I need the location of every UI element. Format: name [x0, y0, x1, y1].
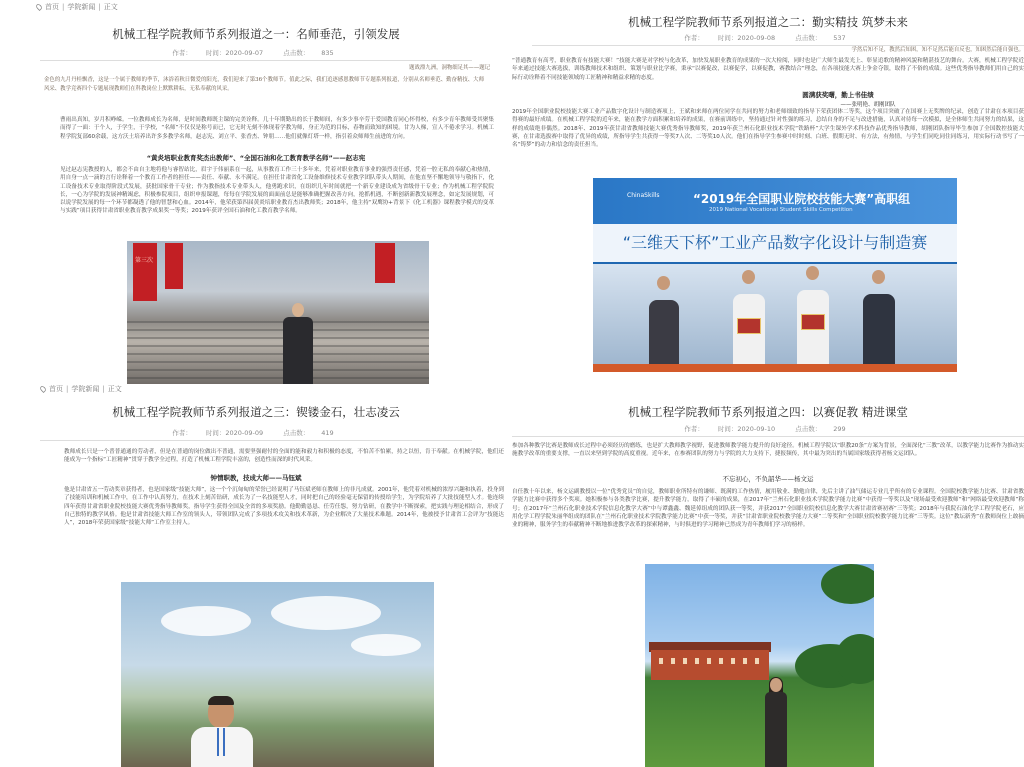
- body-paragraph: 他是甘肃省五一劳动奖章获得者，也是国家级“技能大师”，这一个个沉甸甸的荣誉已经说明了马钰斌老师在教师上的非凡成就。2001年，他凭着对机械的浓厚兴趣和执着，投身到了技能培训和机械工作中，在工作中认真努力，在技术上刻苦钻研，成长为了一名技能型人才，同时把自己的经验毫无保留的传授给学生，为学院培养了大批技能型人才。他连续四年获得甘肃省职业院校技能大赛优秀指导教师奖，指导学生获得全国及全省的多项奖励。他勤勤恳恳、任劳任怨，努力钻研，在教学中不断探索，把实践与理论相结合，形成了自己独特的教学风格。他是甘肃省技能大师工作室的领头人，带领团队完成了多项技术攻关和技术革新，为企业解决了大量技术难题。2014年，他被授予甘肃省工会评为“技能达人”，2018年荣获国家级“技能大师”工作室主持人。: [64, 487, 504, 527]
- body-paragraph: 2019年全国职业院校技能大赛工业产品数字化设计与制造赛项上，王斌和来师在两位同学在共同的努力和老师细致的指导下荣获团体二等奖，这个项目突破了在国赛上无奖牌的纪录，创造了甘肃在本项目获得赛的最好成绩。在机械工程学院的近年来，能在教学方面积累和培养的成果，在赛前训练中，坚持通过针对性强的练习，总结自身的不足与改进措施，认真对待每一次模拟，是全体师生共同努力的结果，这样的成绩绝非偶然。2018年、2019年获甘肃省教师技能大赛优秀指导教师奖，2019年获兰州石化职业技术学院“铁路杯”大学生课外学术科技作品优秀指导教师，胡刚团队指导毕生参加了全国数控技能大赛，在甘肃选拔赛中取得了优异的成绩，所指导学生共获得一等奖7人次、二等奖10人次。他们在指导学生参赛中时时刻、白班、假期无时、有方法，有热情，与学生们同吃同住同练习，用实际行动书写了一名“铸梦”的动力和信念的责任担当。: [512, 109, 1024, 149]
- breadcrumb-home[interactable]: 首页: [45, 3, 59, 11]
- epigraph: 题战漂九洲，洞物细足其——题记: [409, 65, 490, 71]
- body-paragraph: 自任教十年以来，杨文运副教授以一位“优秀党员”的自觉，教师职业所特有的谦师、既满的工作热情，履用敬业、勤勉自律，先后主讲了油气储运专业几乎所有的专业课程。全国院校教学能力比赛、甘肃省教学能力比赛中获得多个奖项。她积极参与各类教学比赛，提升教学能力，取得了丰硕的成果，在2017年“兰州石化职业技术学院教学能力比赛”中获得一等奖以及“现场最受欢迎教师”和“网络最受欢迎教师”称号；在2017年“兰州石化职业技术学院信息化教学大赛”中与谭鑫鑫、魏延倬组成的团队获一等奖，并获2017“全国职业院校信息化教学大赛甘肃省赛初赛”三等奖；2018年与我院石油化学工程学院老石，应用化学工程学院朱丽华组成的团队在“兰州石化职业技术学院教学能力比赛”中获一等奖，并获“甘肃省职业院校教学能力大赛”二等奖和“全国职业院校教学能力比赛”三等奖。这位“教坛新秀”在教师岗位上敢摘业的精神，服务学生的奉献精神不断地推进教学改革的探索精神，与时俱进的学习精神已然成为青年教师们学习的榜样。: [512, 489, 1024, 529]
- article-photo-award: [593, 178, 957, 372]
- section-subhead: “黄炎培职业教育奖杰出教师”、“全国石油和化工教育教学名师”——赵志宪: [146, 154, 366, 162]
- author-label: 作者：: [172, 49, 192, 57]
- location-pin-icon: [35, 3, 43, 11]
- red-banner: [375, 243, 395, 283]
- publish-time: 时间：2020-09-10: [717, 425, 776, 433]
- divider: [40, 440, 472, 441]
- article-title: 机械工程学院教师节系列报道之四：以赛促教 精进课堂: [628, 405, 908, 419]
- award-person: [797, 290, 829, 372]
- award-person: [863, 294, 895, 372]
- location-pin-icon: [39, 385, 47, 393]
- photo-event-name: “三维天下杯”工业产品数字化设计与制造赛: [622, 233, 928, 252]
- body-paragraph: 见过赵志宪教授的人，都会不由自主地将他与睿智站比，眉宇于伟丽系在一起，从事教育工作三十多年来，凭着对职业教育事业的强烈责任感，凭着一腔无私的奉献心和热情，用自身一点一滴的言行诠释着一个教育工作者的担任——责任、奉献、永不满足。在担任甘肃省化工设备维修技术专业教学团队带头人期间，在他直坚不懈地领导与敬指下，化工设备技术专业取得阶段式发展，获批国家骨干专业；作为教指技术专业带头人，他勇跑求识，在组织几年时间就把一个新专业建设成为省级骨干专业；作为机械工程学院院长，一心为学院的发展神精竭虑，积极参院项目，组织申报课题，每每在学院发展的面面前总是能够准确把握改善方向，抢抓机遇，不断创新新教发展理念，如定发展规划，可以说学院发展的每一个环节都凝透了他的智慧和心血。2014年，他荣获第四届黄炎培职业教育杰出教师奖；2018年，他主持“双鹰协+背景下《化工机器》课程教学模式的变革与实践”项目获得甘肃省职业教育教学成果奖一等奖；2019年获评全国石油和化工教育教学名师。: [60, 167, 494, 215]
- teacher-figure: [765, 678, 787, 767]
- teacher-figure: [281, 303, 315, 384]
- article-title: 机械工程学院教师节系列报道之一：名师垂范，引领发展: [112, 27, 400, 41]
- section-subhead: 圆满获奖曙，勤上书佳绩: [802, 91, 874, 99]
- article-meta: [512, 424, 1024, 433]
- views-count: 419: [321, 429, 334, 437]
- article-photo-campus: [645, 564, 874, 767]
- section-subhead-author: ——张明艳、胡刚团队: [840, 102, 896, 108]
- breadcrumb-section[interactable]: 学院新闻: [71, 385, 100, 393]
- article-panel-4: [512, 384, 1024, 767]
- views-label: 点击数：: [795, 34, 822, 42]
- intro-paragraph: “普通教育有高考，职业教育有技能大赛！”技能大赛是对学校与化改革，加快发展职业教育的成果的一次大检阅，同时也是广大师生最发光上、彰显追歌的精神风貌和精湛技艺的舞台。大赛，机械工程学院近年来通过技能大赛选拔，训练教师技术和组织、策划与职业比学赛，秉承“以赛促改，以赛促学，以赛促教，赛教结合”理念，在各项技能大赛上争金夺银，取得了不俗的成绩。这些优秀指导教师们用自己的实际行动诠释着不同技能领域的工匠精神和精益求精的态度。: [512, 58, 1024, 81]
- red-banner: [165, 243, 183, 289]
- intro-paragraph: 参加各种教学比赛是教师成长过程中必须经历的磨练，也是扩大教师教学视野，促进教师教学能力提升的良好途径。机械工程学院以“职教20条”方案为背景，全面深化“三教”改革，以教学能力比赛作为推动实施教学改革的重要支撑，一直以来坚到学院的高度重视。近年来，在参赛团队的努力与学院的大力支持下，捷报频传，其中最为突出的当属国家级获得者杨文运团队。: [512, 443, 1024, 458]
- article-panel-3: [0, 384, 512, 767]
- article-meta: [512, 33, 1024, 42]
- section-subhead: 不忘初心，不负韶华——杨文运: [722, 475, 814, 483]
- poem-text: 学然后知不足，教然后知困，知不足然后能自反也，知困然后能自强也。: [851, 47, 1024, 53]
- section-subhead: 钟情职教，技成大师——马钰斌: [210, 474, 302, 482]
- campus-building: [651, 650, 769, 680]
- award-person: [649, 300, 679, 372]
- breadcrumb-current: 正文: [107, 385, 122, 393]
- author-label: 作者：: [684, 425, 704, 433]
- divider: [512, 436, 1024, 437]
- publish-time: 时间：2020-09-09: [205, 429, 264, 437]
- publish-time: 时间：2020-09-07: [205, 49, 264, 57]
- article-meta: [0, 428, 512, 437]
- breadcrumb-current: 正文: [103, 3, 118, 11]
- publish-time: 时间：2020-09-08: [717, 34, 776, 42]
- article-panel-1: [0, 0, 512, 384]
- banner-text: 第三次: [135, 257, 154, 264]
- views-label: 点击数：: [283, 49, 310, 57]
- photo-banner-subtitle: 2019 National Vocational Student Skills Competition: [709, 207, 853, 213]
- article-meta: [0, 48, 512, 57]
- author-label: 作者：: [684, 34, 704, 42]
- intro-paragraph: 曹雨出真知，岁月积峥嵘。一位教师成长为名师，是时间教师既主课的完美诠释。几十年期勤出的长于教师间，有多少事辛劳于爱国教育同心怀得校，有多少育年教师受其聚集而得了一面：于个人，于学生，于学校，“名师”不仅仅是称号而已，它无时无刻不体现着学教为师，身正为范的目标，春物而致知的困境。甘为人梯，宣人不倦求学习。机械工程学院复部60余载，这方沃土培养出许多多教学名师，赵志宪、刘立平、张香杰、钟朋……他们就像灯塔一样，指引着众师师生前进的方向。: [60, 117, 494, 140]
- article-title: 机械工程学院教师节系列报道之二：勤实精技 筑梦未来: [628, 15, 908, 29]
- breadcrumb: 首页 | 学院新闻 | 正文: [40, 384, 122, 394]
- views-label: 点击数：: [795, 425, 822, 433]
- article-title: 机械工程学院教师节系列报道之三：锲镂金石，壮志凌云: [112, 405, 400, 419]
- competition-logo: ChinaSkills: [627, 192, 660, 199]
- article-photo-portrait: [121, 582, 434, 767]
- views-count: 299: [833, 425, 846, 433]
- views-label: 点击数：: [283, 429, 310, 437]
- views-count: 537: [833, 34, 846, 42]
- article-panel-2: [512, 0, 1024, 384]
- breadcrumb-home[interactable]: 首页: [49, 385, 63, 393]
- intro-paragraph: 教师成长只是一个普普通通的劳动者，但是在普通的岗位做出不普通，需要坚强耐付的全面的能和毅力和积极的态度，不怕苦不怕累，持之以恒，肯于奉献。在机械学院，他们还能成为一个指标“工匠精神”贯穿于教学全过程，打造了机械工程学院丰富的，创造性而深的时代风采。: [64, 449, 504, 464]
- divider: [40, 60, 472, 61]
- article-photo-stairs: [127, 241, 429, 384]
- breadcrumb-section[interactable]: 学院新闻: [67, 3, 96, 11]
- breadcrumb: 首页 | 学院新闻 | 正文: [36, 2, 118, 12]
- views-count: 835: [321, 49, 334, 57]
- author-label: 作者：: [172, 429, 192, 437]
- red-banner: [133, 243, 157, 301]
- poem-text: 金色的九月丹桂飘香，这是一个属于教师的季节，沐浴着秋日微爱的阳光，我们迎来了第36个教师节。值此之际，我们追逐感恩教师节专题系列报道，分别从名师垂范、勤奋精技、大师风采、教学竞赛四个专题展现教师们在科教岗位上默默耕耘，无私奉献的风采。: [44, 77, 484, 92]
- photo-banner-title: “2019年全国职业院校技能大赛”高职组: [693, 192, 911, 206]
